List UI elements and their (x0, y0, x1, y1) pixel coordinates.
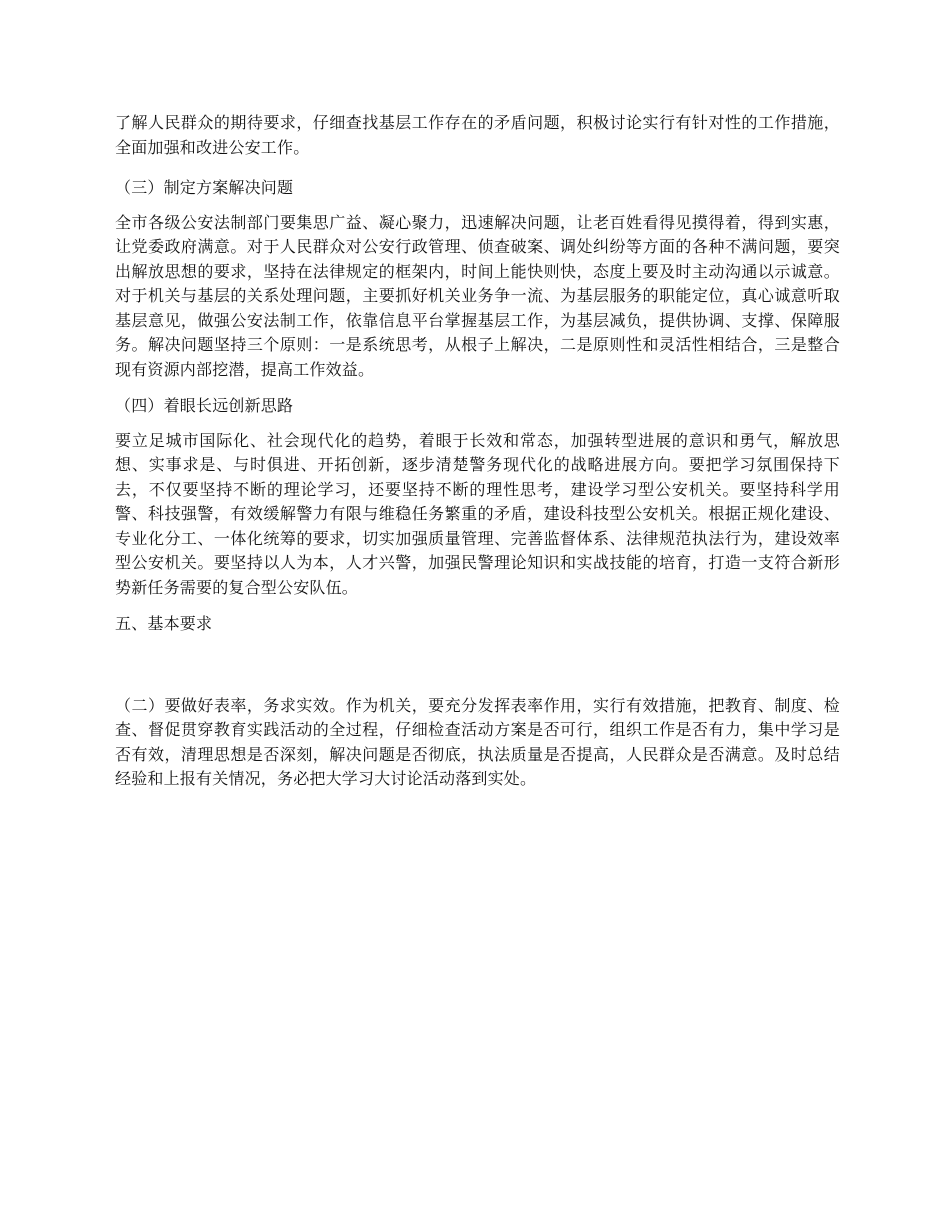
paragraph-section-3: 全市各级公安法制部门要集思广益、凝心聚力，迅速解决问题，让老百姓看得见摸得着，得到实惠，让党委政府满意。对于人民群众对公安行政管理、侦查破案、调处纠纷等方面的各种不满问题，要突出解放思想的要求，坚持在法律规定的框架内，时间上能快则快，态度上要及时主动沟通以示诚意。对于机关与基层的关系处理问题，主要抓好机关业务争一流、为基层服务的职能定位，真心诚意听取基层意见，做强公安法制工作，依靠信息平台掌握基层工作，为基层减负，提供协调、支撑、保障服务。解决问题坚持三个原则：一是系统思考，从根子上解决，二是原则性和灵活性相结合，三是整合现有资源内部挖潜，提高工作效益。 (115, 212, 840, 379)
paragraph-section-4: 要立足城市国际化、社会现代化的趋势，着眼于长效和常态，加强转型进展的意识和勇气，解放思想、实事求是、与时俱进、开拓创新，逐步清楚警务现代化的战略进展方向。要把学习氛围保持下去，不仅要坚持不断的理论学习，还要坚持不断的理性思考，建设学习型公安机关。要坚持科学用警、科技强警，有效缓解警力有限与维稳任务繁重的矛盾，建设科技型公安机关。根据正规化建设、专业化分工、一体化统筹的要求，切实加强质量管理、完善监督体系、法律规范执法行为，建设效率型公安机关。要坚持以人为本，人才兴警，加强民警理论知识和实战技能的培育，打造一支符合新形势新任务需要的复合型公安队伍。 (115, 430, 840, 597)
document-body (115, 111, 840, 792)
section-heading-4: （四）着眼长远创新思路 (115, 396, 294, 415)
section-heading-5: 五、基本要求 (115, 614, 213, 633)
section-heading-3: （三）制定方案解决问题 (115, 178, 294, 197)
paragraph-requirement-2: （二）要做好表率，务求实效。作为机关，要充分发挥表率作用，实行有效措施，把教育、制度、检查、督促贯穿教育实践活动的全过程，仔细检查活动方案是否可行，组织工作是否有力，集中学习是否有效，清理思想是否深刻，解决问题是否彻底，执法质量是否提高，人民群众是否满意。及时总结经验和上报有关情况，务必把大学习大讨论活动落到实处。 (115, 695, 840, 788)
paragraph-intro: 了解人民群众的期待要求，仔细查找基层工作存在的矛盾问题，积极讨论实行有针对性的工作措施，全面加强和改进公安工作。 (115, 113, 840, 157)
